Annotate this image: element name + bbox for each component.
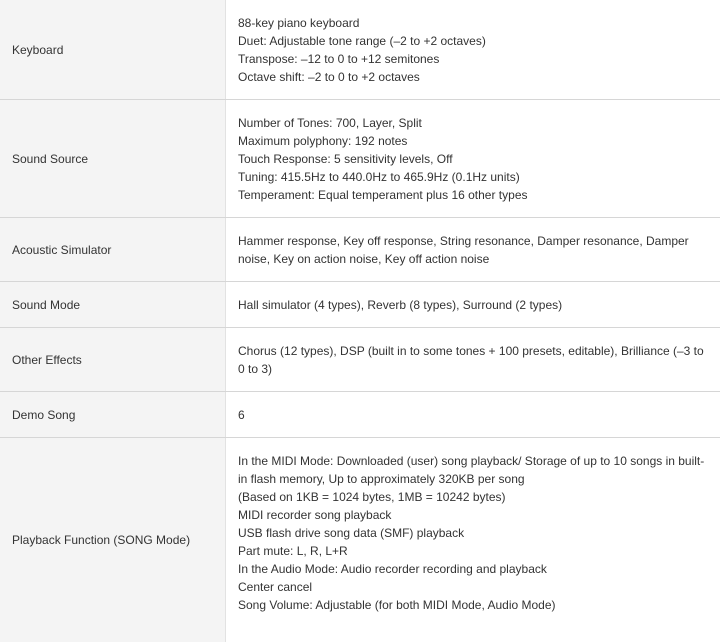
spec-label: Demo Song [0,392,226,438]
spec-line: MIDI recorder song playback [238,506,708,524]
spec-label: Playback Function (SONG Mode) [0,438,226,642]
spec-row-other-effects [0,328,720,392]
spec-label: Keyboard [0,0,226,100]
spec-value [226,100,720,218]
spec-row-keyboard [0,0,720,100]
spec-line: Touch Response: 5 sensitivity levels, Off [238,150,708,168]
spec-line: 6 [238,406,708,424]
spec-line: Song Volume: Adjustable (for both MIDI Mode, Audio Mode) [238,596,708,614]
spec-label: Acoustic Simulator [0,218,226,282]
spec-row-acoustic-simulator [0,218,720,282]
spec-row-demo-song [0,392,720,438]
spec-row-playback-function [0,438,720,642]
spec-line: Hall simulator (4 types), Reverb (8 types), Surround (2 types) [238,296,708,314]
spec-line: In the MIDI Mode: Downloaded (user) song playback/ Storage of up to 10 songs in built-in flash memory, Up to approximately 320KB per song [238,452,708,488]
spec-label: Sound Source [0,100,226,218]
spec-row-sound-source [0,100,720,218]
spec-line: 88-key piano keyboard [238,14,708,32]
spec-line: Duet: Adjustable tone range (–2 to +2 octaves) [238,32,708,50]
spec-label: Other Effects [0,328,226,392]
spec-value [226,0,720,100]
spec-line: Hammer response, Key off response, String resonance, Damper resonance, Damper noise, Key on action noise, Key off action noise [238,232,708,268]
spec-value [226,282,720,328]
spec-value [226,218,720,282]
spec-line: Center cancel [238,578,708,596]
spec-line: Tuning: 415.5Hz to 440.0Hz to 465.9Hz (0.1Hz units) [238,168,708,186]
spec-line: Number of Tones: 700, Layer, Split [238,114,708,132]
spec-row-sound-mode [0,282,720,328]
spec-line: Octave shift: –2 to 0 to +2 octaves [238,68,708,86]
spec-value [226,392,720,438]
spec-line: Maximum polyphony: 192 notes [238,132,708,150]
spec-line: Transpose: –12 to 0 to +12 semitones [238,50,708,68]
spec-value [226,328,720,392]
spec-line: In the Audio Mode: Audio recorder recording and playback [238,560,708,578]
spec-line: Temperament: Equal temperament plus 16 other types [238,186,708,204]
spec-label: Sound Mode [0,282,226,328]
spec-line: USB flash drive song data (SMF) playback [238,524,708,542]
spec-line: (Based on 1KB = 1024 bytes, 1MB = 10242 bytes) [238,488,708,506]
spec-value [226,438,720,642]
spec-line: Part mute: L, R, L+R [238,542,708,560]
spec-line: Chorus (12 types), DSP (built in to some tones + 100 presets, editable), Brilliance (–3 to 0 to 3) [238,342,708,378]
